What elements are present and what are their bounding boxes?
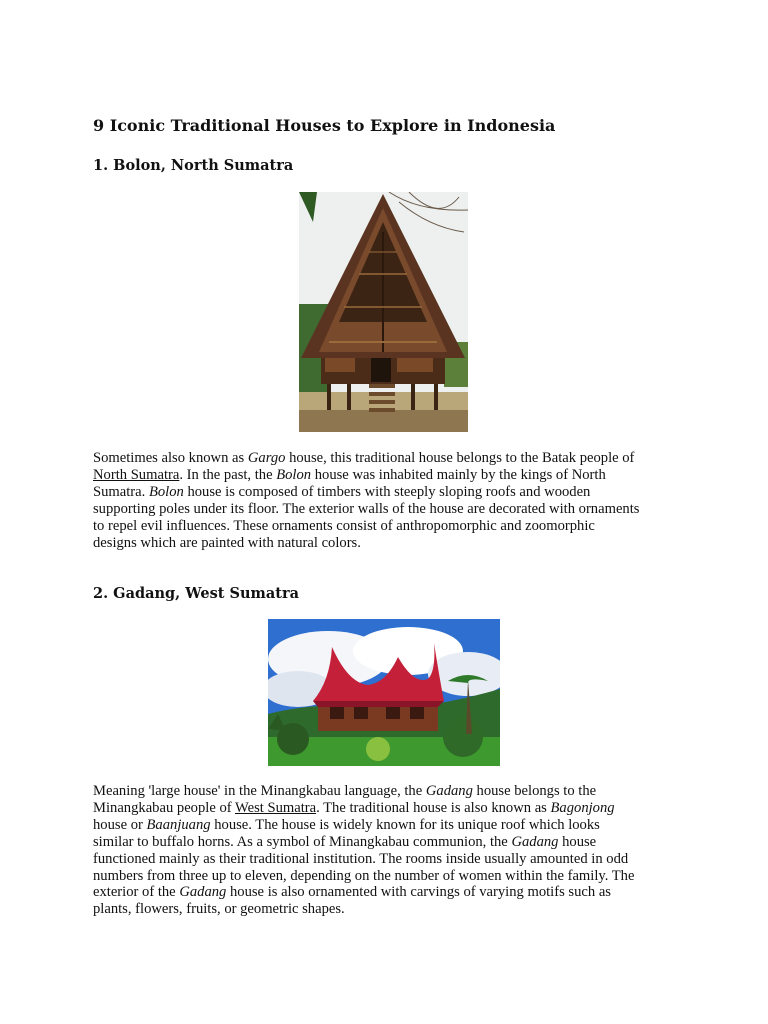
link-north-sumatra[interactable]: North Sumatra [93,466,180,483]
text-run: similar to buffalo horns. As a symbol of Minangkabau communion, the [93,833,512,850]
text-line: functioned mainly as their traditional institution. The rooms inside usually amounted in odd [93,850,629,867]
text-run: exterior of the [93,884,180,901]
emphasis-gadang: Gadang [425,783,473,799]
text-run: house. The house is widely known for its unique roof which looks [210,816,600,833]
emphasis-bolon: Bolon [276,466,312,483]
text-line: to repel evil influences. These ornaments consist of anthropomorphic and zoomorphic [93,517,595,534]
emphasis-gadang: Gadang [511,833,559,850]
text-run: . The traditional house is also known as [316,799,551,816]
text-run: house belongs to the [472,783,597,799]
text-run: Sometimes also known as [93,450,248,466]
text-line: numbers from three up to eleven, depending on the number of women within the family. The [93,867,635,884]
text-line: supporting poles under its floor. The exterior walls of the house are decorated with ornaments [93,500,640,517]
emphasis-bagonjong: Bagonjong [550,799,615,816]
text-run: house was inhabited mainly by the kings of North [311,466,606,483]
emphasis-baanjuang: Baanjuang [146,816,211,833]
emphasis-gadang: Gadang [179,884,227,901]
text-run: house [558,833,597,850]
text-run: house, this traditional house belongs to the Batak people of [285,450,635,466]
text-run: . In the past, the [179,466,277,483]
minangkabau-gadang-house-photo [268,619,500,766]
emphasis-gargo: Gargo [247,450,286,466]
document-title: 9 Iconic Traditional Houses to Explore in Indonesia [93,116,556,135]
link-west-sumatra[interactable]: West Sumatra [234,799,317,816]
text-line: plants, flowers, fruits, or geometric shapes. [93,901,345,918]
text-run: Minangkabau people of [93,799,235,816]
text-run: house is composed of timbers with steeply sloping roofs and wooden [183,483,591,500]
text-run: Sumatra. [93,483,149,500]
text-line: designs which are painted with natural colors. [93,534,361,551]
text-run: house is also ornamented with carvings of varying motifs such as [226,884,611,901]
section-paragraph-gadang [93,783,685,918]
section-heading-gadang: 2. Gadang, West Sumatra [93,585,299,602]
batak-bolon-house-photo [299,192,468,432]
text-run: Meaning 'large house' in the Minangkabau language, the [93,783,426,799]
emphasis-bolon: Bolon [148,483,184,500]
section-paragraph-bolon [93,450,685,551]
text-run: house or [93,816,147,833]
section-heading-bolon: 1. Bolon, North Sumatra [93,157,294,174]
